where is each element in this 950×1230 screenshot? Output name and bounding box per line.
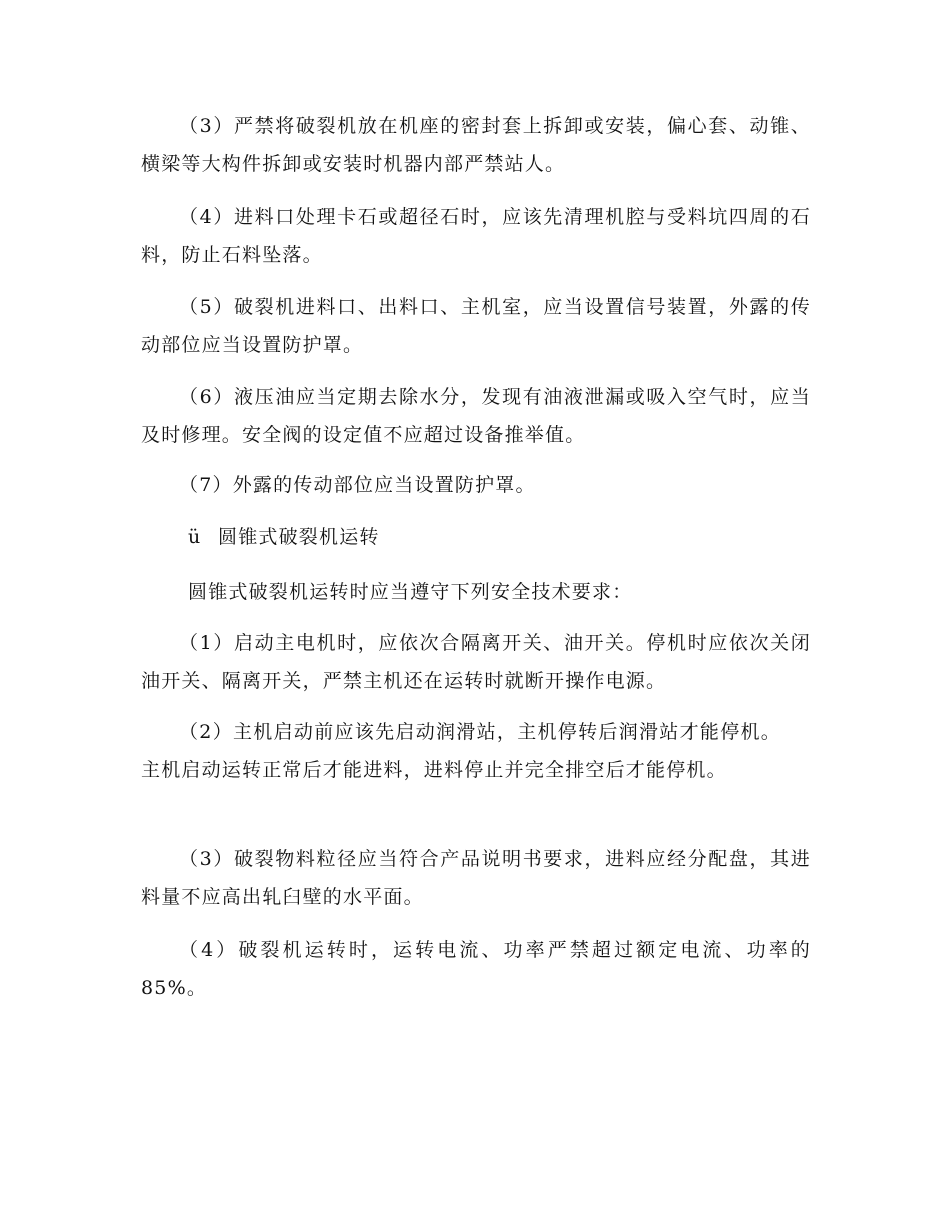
paragraph-item-7-guard: （7）外露的传动部位应当设置防护罩。 (179, 474, 536, 496)
paragraph-item-2-lubrication: （2）主机启动前应该先启动润滑站，主机停转后润滑站才能停机。主机启动运转正常后才能进料，进料停止并完全排空后才能停机。 (141, 721, 781, 781)
paragraph-item-6-hydraulic-oil: （6）液压油应当定期去除水分，发现有油液泄漏或吸入空气时，应当及时修理。安全阀的设定值不应超过设备推举值。 (141, 386, 811, 446)
section-heading-text: 圆锥式破裂机运转 (218, 526, 380, 548)
paragraph-item-1-start-motor: （1）启动主电机时，应依次合隔离开关、油开关。停机时应依次关闭油开关、隔离开关，严禁主机还在运转时就断开操作电源。 (141, 632, 811, 692)
paragraph-item-3-particle-size: （3）破裂物料粒径应当符合产品说明书要求，进料应经分配盘，其进料量不应高出轧臼壁的水平面。 (141, 848, 811, 908)
paragraph-intro: 圆锥式破裂机运转时应当遵守下列安全技术要求： (188, 581, 633, 603)
check-bullet-icon: ü (188, 526, 202, 548)
paragraph-item-4-current-limit: （4）破裂机运转时，运转电流、功率严禁超过额定电流、功率的85%。 (141, 939, 811, 999)
paragraph-item-5-signal-device: （5）破裂机进料口、出料口、主机室，应当设置信号装置，外露的传动部位应当设置防护罩。 (141, 296, 811, 356)
paragraph-item-4-feed-inlet: （4）进料口处理卡石或超径石时，应该先清理机腔与受料坑四周的石料，防止石料坠落。 (141, 206, 811, 266)
paragraph-item-3-disassembly: （3）严禁将破裂机放在机座的密封套上拆卸或安装，偏心套、动锥、横梁等大构件拆卸或安装时机器内部严禁站人。 (141, 115, 811, 175)
section-heading (141, 518, 811, 556)
